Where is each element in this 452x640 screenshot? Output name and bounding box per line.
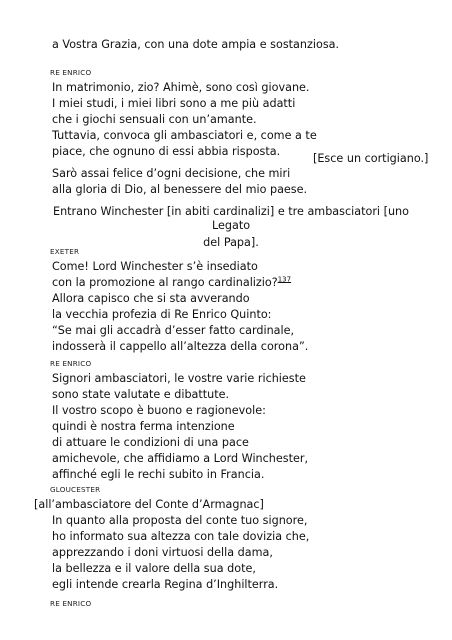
verse-line <box>52 276 291 290</box>
verse-line: a Vostra Grazia, con una dote ampia e sostanziosa. <box>52 38 340 51</box>
verse-line: indosserà il cappello all’altezza della corona”. <box>52 340 309 353</box>
verse-line: sono state valutate e dibattute. <box>52 388 230 401</box>
verse-line: Sarò assai felice d’ogni decisione, che miri <box>52 167 291 180</box>
stage-direction-exit: [Esce un cortigiano.] <box>313 152 429 165</box>
verse-line: Signori ambasciatori, le vostre varie richieste <box>52 372 306 385</box>
stage-direction-line: del Papa]. <box>203 236 259 249</box>
verse-line: I miei studi, i miei libri sono a me più adatti <box>52 97 296 110</box>
speaker-name: GLOUCESTER <box>50 485 101 494</box>
verse-line: la vecchia profezia di Re Enrico Quinto: <box>52 308 272 321</box>
speaker-name: RE ENRICO <box>50 68 92 77</box>
verse-line: alla gloria di Dio, al benessere del mio paese. <box>52 183 308 196</box>
verse-line: “Se mai gli accadrà d’esser fatto cardinale, <box>52 324 295 337</box>
speaker-name: RE ENRICO <box>50 359 92 368</box>
verse-line: piace, che ognuno di essi abbia risposta. <box>52 145 281 158</box>
verse-line: affinché egli le rechi subito in Francia. <box>52 468 265 481</box>
speaker-name: EXETER <box>50 247 80 256</box>
verse-line: egli intende crearla Regina d’Inghilterra. <box>52 578 279 591</box>
stage-direction-aside: [all’ambasciatore del Conte d’Armagnac] <box>34 498 264 511</box>
verse-line: quindi è nostra ferma intenzione <box>52 420 235 433</box>
verse-line-text: con la promozione al rango cardinalizio? <box>52 276 278 289</box>
verse-line: Allora capisco che si sta avverando <box>52 292 250 305</box>
stage-direction-enter <box>46 205 416 250</box>
verse-line: Il vostro scopo è buono e ragionevole: <box>52 404 266 417</box>
stage-direction-line: Entrano Winchester [in abiti cardinalizi] e tre ambasciatori [uno Legato <box>53 205 409 232</box>
verse-line: di attuare le condizioni di una pace <box>52 436 249 449</box>
speaker-name: RE ENRICO <box>50 599 92 608</box>
verse-line: ho informato sua altezza con tale dovizia che, <box>52 530 310 543</box>
verse-line: amichevole, che affidiamo a Lord Winchester, <box>52 452 309 465</box>
verse-line: In quanto alla proposta del conte tuo signore, <box>52 514 308 527</box>
verse-line: In matrimonio, zio? Ahimè, sono così giovane. <box>52 81 310 94</box>
verse-line: che i giochi sensuali con un’amante. <box>52 113 257 126</box>
verse-line: apprezzando i doni virtuosi della dama, <box>52 546 273 559</box>
verse-line: la bellezza e il valore della sua dote, <box>52 562 256 575</box>
verse-line: Come! Lord Winchester s’è insediato <box>52 260 258 273</box>
verse-line: Tuttavia, convoca gli ambasciatori e, come a te <box>52 129 317 142</box>
footnote-reference[interactable]: 137 <box>277 275 292 284</box>
